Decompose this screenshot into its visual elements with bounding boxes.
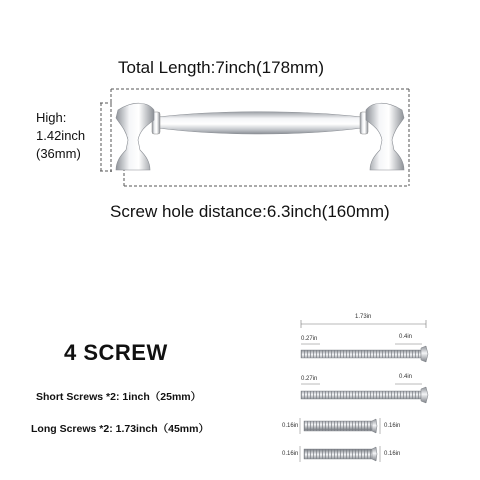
short-screw-1 xyxy=(301,344,428,362)
screw-count-title: 4 SCREW xyxy=(64,340,168,365)
height-title: High: xyxy=(36,110,67,125)
height-inch: 1.42inch xyxy=(36,128,86,143)
long-screws-label: Long Screws *2: 1.73inch（45mm） xyxy=(31,423,209,435)
short-screw-2 xyxy=(301,384,428,403)
short-screw-2-thread-label: 0.4in xyxy=(399,374,413,380)
dimension-lines xyxy=(100,89,409,186)
short-screw-1-head-label: 0.27in xyxy=(301,336,318,342)
long-screw-1-left-diameter-label: 0.16in xyxy=(282,423,299,429)
short-screw-2-head-label: 0.27in xyxy=(301,376,318,382)
long-screw-1 xyxy=(300,418,380,434)
long-screw-1-right-diameter-label: 0.16in xyxy=(384,423,401,429)
long-screw-2 xyxy=(300,446,380,462)
height-mm: (36mm) xyxy=(36,146,81,161)
screw-diagram xyxy=(270,300,480,470)
short-screws-label: Short Screws *2: 1inch（25mm） xyxy=(36,391,202,403)
handle-bar xyxy=(158,112,362,134)
screw-overall-length-label: 1.73in xyxy=(355,314,372,320)
total-length-label: Total Length:7inch(178mm) xyxy=(118,58,325,77)
handle-left-post xyxy=(116,103,160,170)
screw-hole-distance-label: Screw hole distance:6.3inch(160mm) xyxy=(110,202,390,221)
long-screw-2-right-diameter-label: 0.16in xyxy=(384,451,401,457)
short-screw-1-thread-label: 0.4in xyxy=(399,334,413,340)
handle-right-post xyxy=(360,103,404,170)
long-screw-2-left-diameter-label: 0.16in xyxy=(282,451,299,457)
